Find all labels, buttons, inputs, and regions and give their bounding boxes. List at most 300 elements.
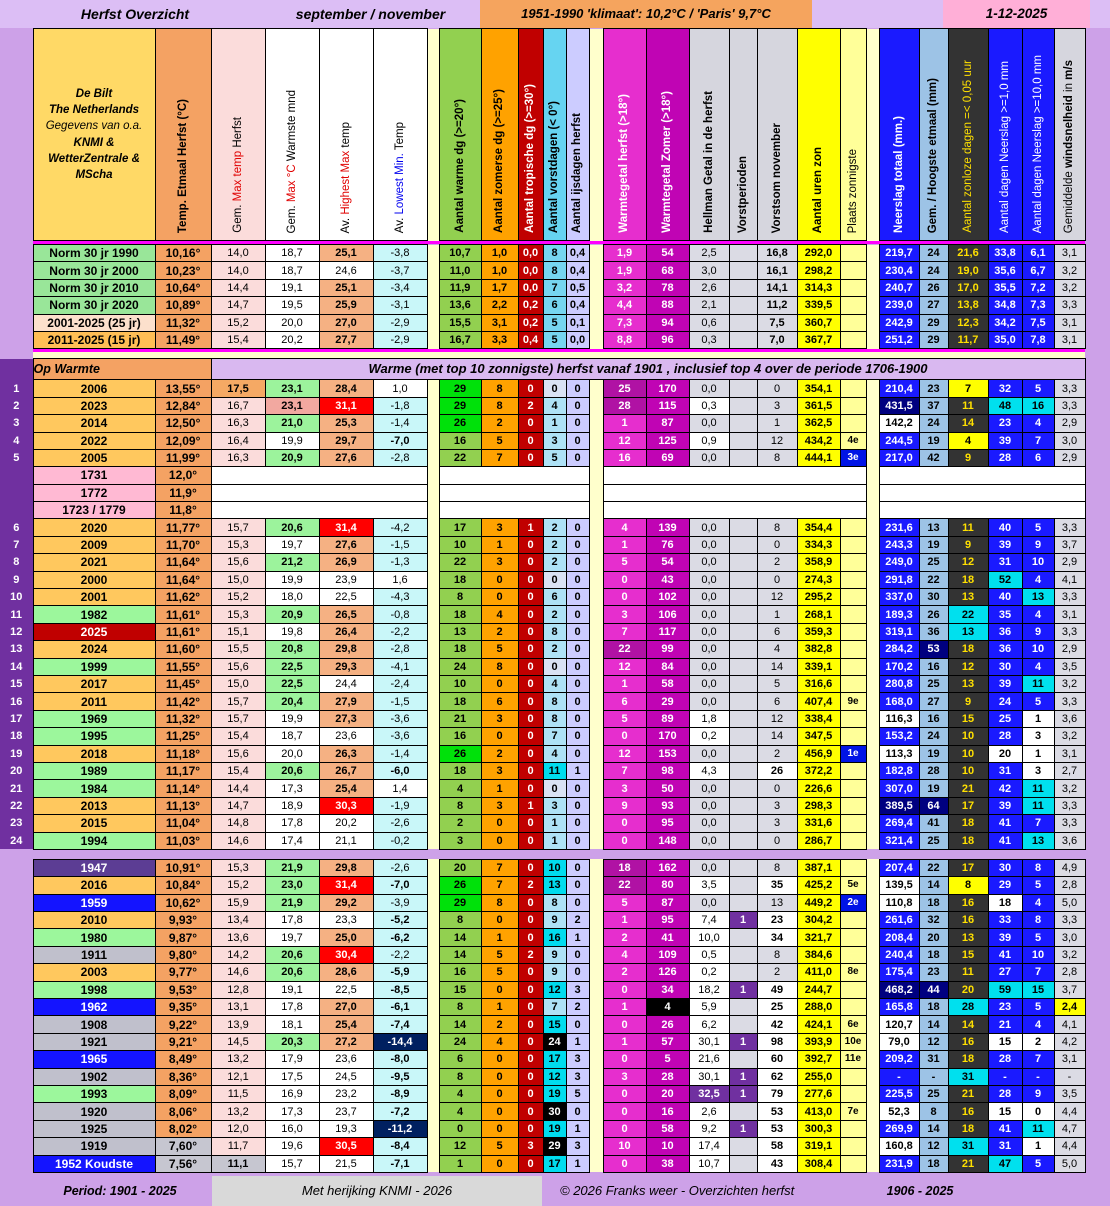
cell-n3: 21: [948, 1085, 988, 1102]
temp-cell: 10,89°: [155, 297, 211, 314]
col-header-d3: Aantal tropische dg (>=30°): [518, 29, 543, 241]
cell-m1: 15,4: [211, 728, 265, 745]
cell-w6: 372,2: [797, 762, 840, 779]
year-cell: 1902: [33, 1068, 155, 1085]
table-row: [0, 693, 1110, 710]
cell-d1: 13,6: [439, 297, 481, 314]
rank-cell: 5: [0, 449, 33, 466]
cell-n1: 207,4: [879, 859, 919, 876]
group-separator: [589, 728, 603, 745]
cell-d4: 7: [543, 728, 566, 745]
cell-d2: 2: [481, 415, 518, 432]
cell-w4: [729, 999, 757, 1016]
cell-n6: 3,2: [1054, 262, 1085, 279]
table-row: [0, 745, 1110, 762]
cell-w3: 4,3: [689, 762, 729, 779]
cell-n4: 18: [988, 894, 1022, 911]
cell-d3: 0: [518, 1155, 543, 1172]
cell-w5: 16,8: [757, 245, 797, 262]
cell-d4: 2: [543, 519, 566, 536]
cell-d3: 0: [518, 999, 543, 1016]
cell-d4: 19: [543, 1085, 566, 1102]
cell-w6: 298,3: [797, 797, 840, 814]
cell-d4: 13: [543, 877, 566, 894]
spacer-cell: [1085, 397, 1110, 414]
cell-m2: 20,6: [265, 762, 319, 779]
cell-n2: 12: [919, 1033, 948, 1050]
cell-n5: 5: [1022, 999, 1054, 1016]
cell-w6: 304,2: [797, 912, 840, 929]
cell-m2: 17,9: [265, 1051, 319, 1068]
temp-cell: 11,04°: [155, 815, 211, 832]
cell-n4: 41: [988, 946, 1022, 963]
spacer-cell: [0, 1051, 33, 1068]
group-separator: [866, 262, 879, 279]
group-separator: [866, 1033, 879, 1050]
group-separator: [427, 1120, 439, 1137]
cell-w1: 0: [603, 589, 646, 606]
cell-w2: 139: [646, 519, 689, 536]
group-separator: [589, 675, 603, 692]
group-separator: [866, 859, 879, 876]
cell-m3: 27,7: [319, 331, 373, 348]
cell-w5: 53: [757, 1103, 797, 1120]
cell-w4: [729, 745, 757, 762]
spacer-cell: [0, 1138, 33, 1155]
cell-m3: 28,4: [319, 380, 373, 397]
cell-m1: 13,1: [211, 999, 265, 1016]
group-separator: [589, 606, 603, 623]
table-row: [0, 484, 1110, 501]
cell-n3: 10: [948, 728, 988, 745]
cell-d2: 6: [481, 693, 518, 710]
year-cell: 1993: [33, 1085, 155, 1102]
cell-n2: 18: [919, 894, 948, 911]
cell-n2: 22: [919, 571, 948, 588]
cell-w1: 2: [603, 929, 646, 946]
cell-d5: 0: [566, 946, 589, 963]
cell-n5: 6,1: [1022, 245, 1054, 262]
group-separator: [427, 946, 439, 963]
cell-n4: 42: [988, 780, 1022, 797]
cell-d2: 5: [481, 1138, 518, 1155]
cell-n2: 29: [919, 331, 948, 348]
cell-n4: 15: [988, 1103, 1022, 1120]
cell-w2: 68: [646, 262, 689, 279]
cell-w7: [840, 946, 866, 963]
cell-d1: 29: [439, 397, 481, 414]
cell-n1: 319,1: [879, 623, 919, 640]
cell-w1: 1: [603, 999, 646, 1016]
year-cell: 1980: [33, 929, 155, 946]
cell-n5: 3: [1022, 762, 1054, 779]
cell-d1: 17: [439, 519, 481, 536]
year-cell: 1959: [33, 894, 155, 911]
cell-n2: 14: [919, 1120, 948, 1137]
group-separator: [427, 964, 439, 981]
spacer-cell: [1085, 849, 1110, 859]
group-separator: [866, 415, 879, 432]
cell-w4: 1: [729, 912, 757, 929]
cell-m4: -2,6: [373, 815, 427, 832]
cell-d5: 0: [566, 415, 589, 432]
season-subtitle: september / november: [295, 6, 446, 22]
cell-n4: 21: [988, 1016, 1022, 1033]
spacer-cell: [0, 1068, 33, 1085]
cell-n3: 13: [948, 623, 988, 640]
cell-w2: 84: [646, 658, 689, 675]
spacer-cell: [1085, 415, 1110, 432]
group-separator: [427, 859, 439, 876]
cell-w5: 2: [757, 964, 797, 981]
temp-cell: 9,35°: [155, 999, 211, 1016]
cell-n6: 2,4: [1054, 999, 1085, 1016]
table-row: [0, 571, 1110, 588]
cell-m2: 20,0: [265, 314, 319, 331]
rank-cell: 7: [0, 536, 33, 553]
cell-n2: 20: [919, 929, 948, 946]
cell-n6: 3,1: [1054, 245, 1085, 262]
cell-w5: 0: [757, 380, 797, 397]
group-separator: [866, 1085, 879, 1102]
cell-w1: 0: [603, 1016, 646, 1033]
cell-w1: 28: [603, 397, 646, 414]
cell-w2: 26: [646, 1016, 689, 1033]
cell-w4: [729, 693, 757, 710]
spacer-cell: [1085, 1138, 1110, 1155]
cell-w1: 1,9: [603, 262, 646, 279]
spacer-cell: [1085, 946, 1110, 963]
cell-d5: 0,0: [566, 331, 589, 348]
year-cell: 2011: [33, 693, 155, 710]
cell-w6: 268,1: [797, 606, 840, 623]
cell-m4: -7,1: [373, 1155, 427, 1172]
cell-n6: 2,9: [1054, 449, 1085, 466]
cell-n3: 12,3: [948, 314, 988, 331]
cell-d3: 0: [518, 623, 543, 640]
cell-d2: 1: [481, 536, 518, 553]
cell-d3: 0: [518, 728, 543, 745]
cell-w4: 1: [729, 1085, 757, 1102]
cell-m3: 26,5: [319, 606, 373, 623]
rank-cell: 21: [0, 780, 33, 797]
cell-n5: 5: [1022, 693, 1054, 710]
group-separator: [589, 623, 603, 640]
cell-d3: 0,0: [518, 279, 543, 296]
cell-w5: 34: [757, 929, 797, 946]
empty-historic-cell: [603, 484, 866, 501]
cell-n1: -: [879, 1068, 919, 1085]
cell-w5: 35: [757, 877, 797, 894]
spacer-cell: [0, 877, 33, 894]
cell-w2: 96: [646, 331, 689, 348]
cell-n6: 3,6: [1054, 710, 1085, 727]
cell-n1: 230,4: [879, 262, 919, 279]
cell-n4: 39: [988, 797, 1022, 814]
cell-w5: 8: [757, 449, 797, 466]
block-gap: [0, 849, 1110, 859]
cell-w2: 41: [646, 929, 689, 946]
cell-w7: [840, 999, 866, 1016]
cell-w6: 393,9: [797, 1033, 840, 1050]
cell-m4: -2,8: [373, 641, 427, 658]
group-separator: [866, 314, 879, 331]
table-row: [0, 999, 1110, 1016]
spacer-cell: [1085, 29, 1110, 241]
table-row: [0, 641, 1110, 658]
spacer-cell: [0, 929, 33, 946]
cell-m1: 14,0: [211, 262, 265, 279]
cell-m1: 15,5: [211, 641, 265, 658]
cell-n6: 4,2: [1054, 1033, 1085, 1050]
temp-cell: 11,99°: [155, 449, 211, 466]
cell-d2: 3,1: [481, 314, 518, 331]
cell-w7: [840, 262, 866, 279]
group-separator: [427, 658, 439, 675]
cell-m3: 23,3: [319, 912, 373, 929]
cell-m2: 16,0: [265, 1120, 319, 1137]
group-separator: [866, 397, 879, 414]
cell-m4: -7,4: [373, 1016, 427, 1033]
cell-w1: 22: [603, 641, 646, 658]
cell-m4: -3,9: [373, 894, 427, 911]
cell-w2: 10: [646, 1138, 689, 1155]
cell-m1: 15,6: [211, 745, 265, 762]
cell-n2: 41: [919, 815, 948, 832]
cell-w6: 456,9: [797, 745, 840, 762]
cell-w1: 3: [603, 780, 646, 797]
group-separator: [866, 675, 879, 692]
group-separator: [866, 606, 879, 623]
cell-n5: 5: [1022, 380, 1054, 397]
cell-n2: 23: [919, 380, 948, 397]
table-row: [0, 380, 1110, 397]
temp-cell: 10,16°: [155, 245, 211, 262]
table-row: [0, 762, 1110, 779]
cell-d5: 0: [566, 710, 589, 727]
cell-n4: 31: [988, 1138, 1022, 1155]
cell-w5: 43: [757, 1155, 797, 1172]
temp-cell: 10,23°: [155, 262, 211, 279]
cell-d5: 0: [566, 397, 589, 414]
cell-d4: 15: [543, 1016, 566, 1033]
spacer-cell: [0, 29, 33, 241]
cell-m1: 15,7: [211, 519, 265, 536]
cell-d5: 0: [566, 675, 589, 692]
cell-d5: 3: [566, 1068, 589, 1085]
cell-m1: 13,2: [211, 1103, 265, 1120]
cell-m2: 18,7: [265, 728, 319, 745]
cell-w4: 1: [729, 1120, 757, 1137]
temp-cell: 10,84°: [155, 877, 211, 894]
col-header-n6: Gemiddelde windsnelheid in m/s: [1054, 29, 1085, 241]
cell-n4: 28: [988, 1051, 1022, 1068]
year-cell: 1962: [33, 999, 155, 1016]
spacer-cell: [1085, 1016, 1110, 1033]
group-separator: [589, 29, 603, 241]
cell-n6: 5,0: [1054, 894, 1085, 911]
cell-m2: 21,0: [265, 415, 319, 432]
group-separator: [866, 1120, 879, 1137]
temp-cell: 11,42°: [155, 693, 211, 710]
cell-d3: 0: [518, 675, 543, 692]
cell-m1: 15,3: [211, 859, 265, 876]
temp-cell: 11,32°: [155, 314, 211, 331]
cell-w3: 32,5: [689, 1085, 729, 1102]
cell-d3: 0: [518, 745, 543, 762]
cell-n1: 231,9: [879, 1155, 919, 1172]
cell-d5: 0: [566, 449, 589, 466]
cell-n6: 3,2: [1054, 946, 1085, 963]
cell-m4: -2,8: [373, 449, 427, 466]
group-separator: [427, 1103, 439, 1120]
cell-w2: 89: [646, 710, 689, 727]
cell-d1: 22: [439, 554, 481, 571]
group-separator: [589, 1120, 603, 1137]
cell-d2: 3,3: [481, 331, 518, 348]
year-cell: 2022: [33, 432, 155, 449]
cell-d2: 8: [481, 397, 518, 414]
group-separator: [427, 1085, 439, 1102]
cell-m2: 19,9: [265, 571, 319, 588]
cell-w1: 8,8: [603, 331, 646, 348]
cell-d2: 1: [481, 780, 518, 797]
cell-d2: 8: [481, 894, 518, 911]
year-cell: 1984: [33, 780, 155, 797]
cell-w1: 1,9: [603, 245, 646, 262]
cell-m2: 17,8: [265, 999, 319, 1016]
cell-w6: 361,5: [797, 397, 840, 414]
cell-w3: 21,6: [689, 1051, 729, 1068]
cell-n2: 24: [919, 245, 948, 262]
footer: [0, 1176, 1110, 1206]
cell-w5: 7,5: [757, 314, 797, 331]
group-separator: [589, 693, 603, 710]
cell-d3: 0,0: [518, 245, 543, 262]
col-header-d1: Aantal warme dg (>=20°): [439, 29, 481, 241]
cell-n1: 269,9: [879, 1120, 919, 1137]
cell-d4: 0: [543, 658, 566, 675]
group-separator: [866, 894, 879, 911]
table-row: [0, 929, 1110, 946]
cell-m1: 12,8: [211, 981, 265, 998]
cell-n4: 31: [988, 762, 1022, 779]
spacer-cell: [0, 894, 33, 911]
cell-w5: 1: [757, 415, 797, 432]
rank-cell: 4: [0, 432, 33, 449]
cell-n2: 24: [919, 728, 948, 745]
cell-m1: 14,6: [211, 832, 265, 849]
col-header-w3: Hellman Getal in de herfst: [689, 29, 729, 241]
cell-w1: 9: [603, 797, 646, 814]
cell-d1: 11,9: [439, 279, 481, 296]
cell-w2: 80: [646, 877, 689, 894]
cell-m3: 30,3: [319, 797, 373, 814]
cell-w4: [729, 658, 757, 675]
cell-w4: [729, 297, 757, 314]
cell-w7: 8e: [840, 964, 866, 981]
cell-n4: 34,2: [988, 314, 1022, 331]
cell-m2: 18,1: [265, 1016, 319, 1033]
group-separator: [866, 554, 879, 571]
cell-w7: [840, 1068, 866, 1085]
col-header-w6: Aantal uren zon: [797, 29, 840, 241]
cell-w7: 2e: [840, 894, 866, 911]
cell-d5: 0: [566, 1103, 589, 1120]
cell-w7: [840, 415, 866, 432]
cell-m2: 20,9: [265, 606, 319, 623]
cell-w3: 2,5: [689, 245, 729, 262]
cell-d5: 0: [566, 380, 589, 397]
cell-w6: 358,9: [797, 554, 840, 571]
cell-d5: 0: [566, 894, 589, 911]
cell-n6: 2,8: [1054, 964, 1085, 981]
cell-m1: 15,0: [211, 571, 265, 588]
rank-cell: 18: [0, 728, 33, 745]
group-separator: [589, 964, 603, 981]
cell-d5: 0,4: [566, 262, 589, 279]
cell-w6: 444,1: [797, 449, 840, 466]
rank-cell: 15: [0, 675, 33, 692]
weather-table: [0, 28, 1110, 1173]
empty-historic-cell: [439, 484, 589, 501]
group-separator: [866, 658, 879, 675]
cell-n1: 110,8: [879, 894, 919, 911]
cell-m1: 15,3: [211, 606, 265, 623]
rank-cell: 13: [0, 641, 33, 658]
cell-w1: 0: [603, 832, 646, 849]
rank-cell: 6: [0, 519, 33, 536]
cell-m4: -5,9: [373, 964, 427, 981]
group-separator: [589, 912, 603, 929]
cell-n5: 5: [1022, 519, 1054, 536]
cell-m3: 27,2: [319, 1033, 373, 1050]
group-separator: [866, 929, 879, 946]
cell-n5: 1: [1022, 745, 1054, 762]
cell-m1: 11,7: [211, 1138, 265, 1155]
cell-n6: 3,3: [1054, 693, 1085, 710]
cell-m4: -6,1: [373, 999, 427, 1016]
cell-d4: 29: [543, 1138, 566, 1155]
spacer-cell: [0, 297, 33, 314]
cell-d5: 0: [566, 797, 589, 814]
year-cell: Norm 30 jr 2010: [33, 279, 155, 296]
year-cell: 2003: [33, 964, 155, 981]
cell-n1: 210,4: [879, 380, 919, 397]
cell-d1: 16,7: [439, 331, 481, 348]
group-separator: [866, 502, 879, 519]
cell-w1: 1: [603, 415, 646, 432]
group-separator: [589, 1103, 603, 1120]
cell-d1: 0: [439, 1120, 481, 1137]
cell-d1: 3: [439, 832, 481, 849]
group-separator: [866, 1155, 879, 1172]
spacer-cell: [1085, 484, 1110, 501]
cell-n3: 31: [948, 1068, 988, 1085]
cell-n2: 53: [919, 641, 948, 658]
year-cell: 2020: [33, 519, 155, 536]
cell-n3: 16: [948, 894, 988, 911]
cell-w5: 3: [757, 815, 797, 832]
group-separator: [866, 832, 879, 849]
cell-d4: 7: [543, 279, 566, 296]
cell-n3: 9: [948, 536, 988, 553]
cell-m3: 26,4: [319, 623, 373, 640]
empty-historic-cell: [439, 467, 589, 484]
empty-historic-cell: [603, 467, 866, 484]
cell-n5: 6,7: [1022, 262, 1054, 279]
year-cell: Norm 30 jr 2000: [33, 262, 155, 279]
